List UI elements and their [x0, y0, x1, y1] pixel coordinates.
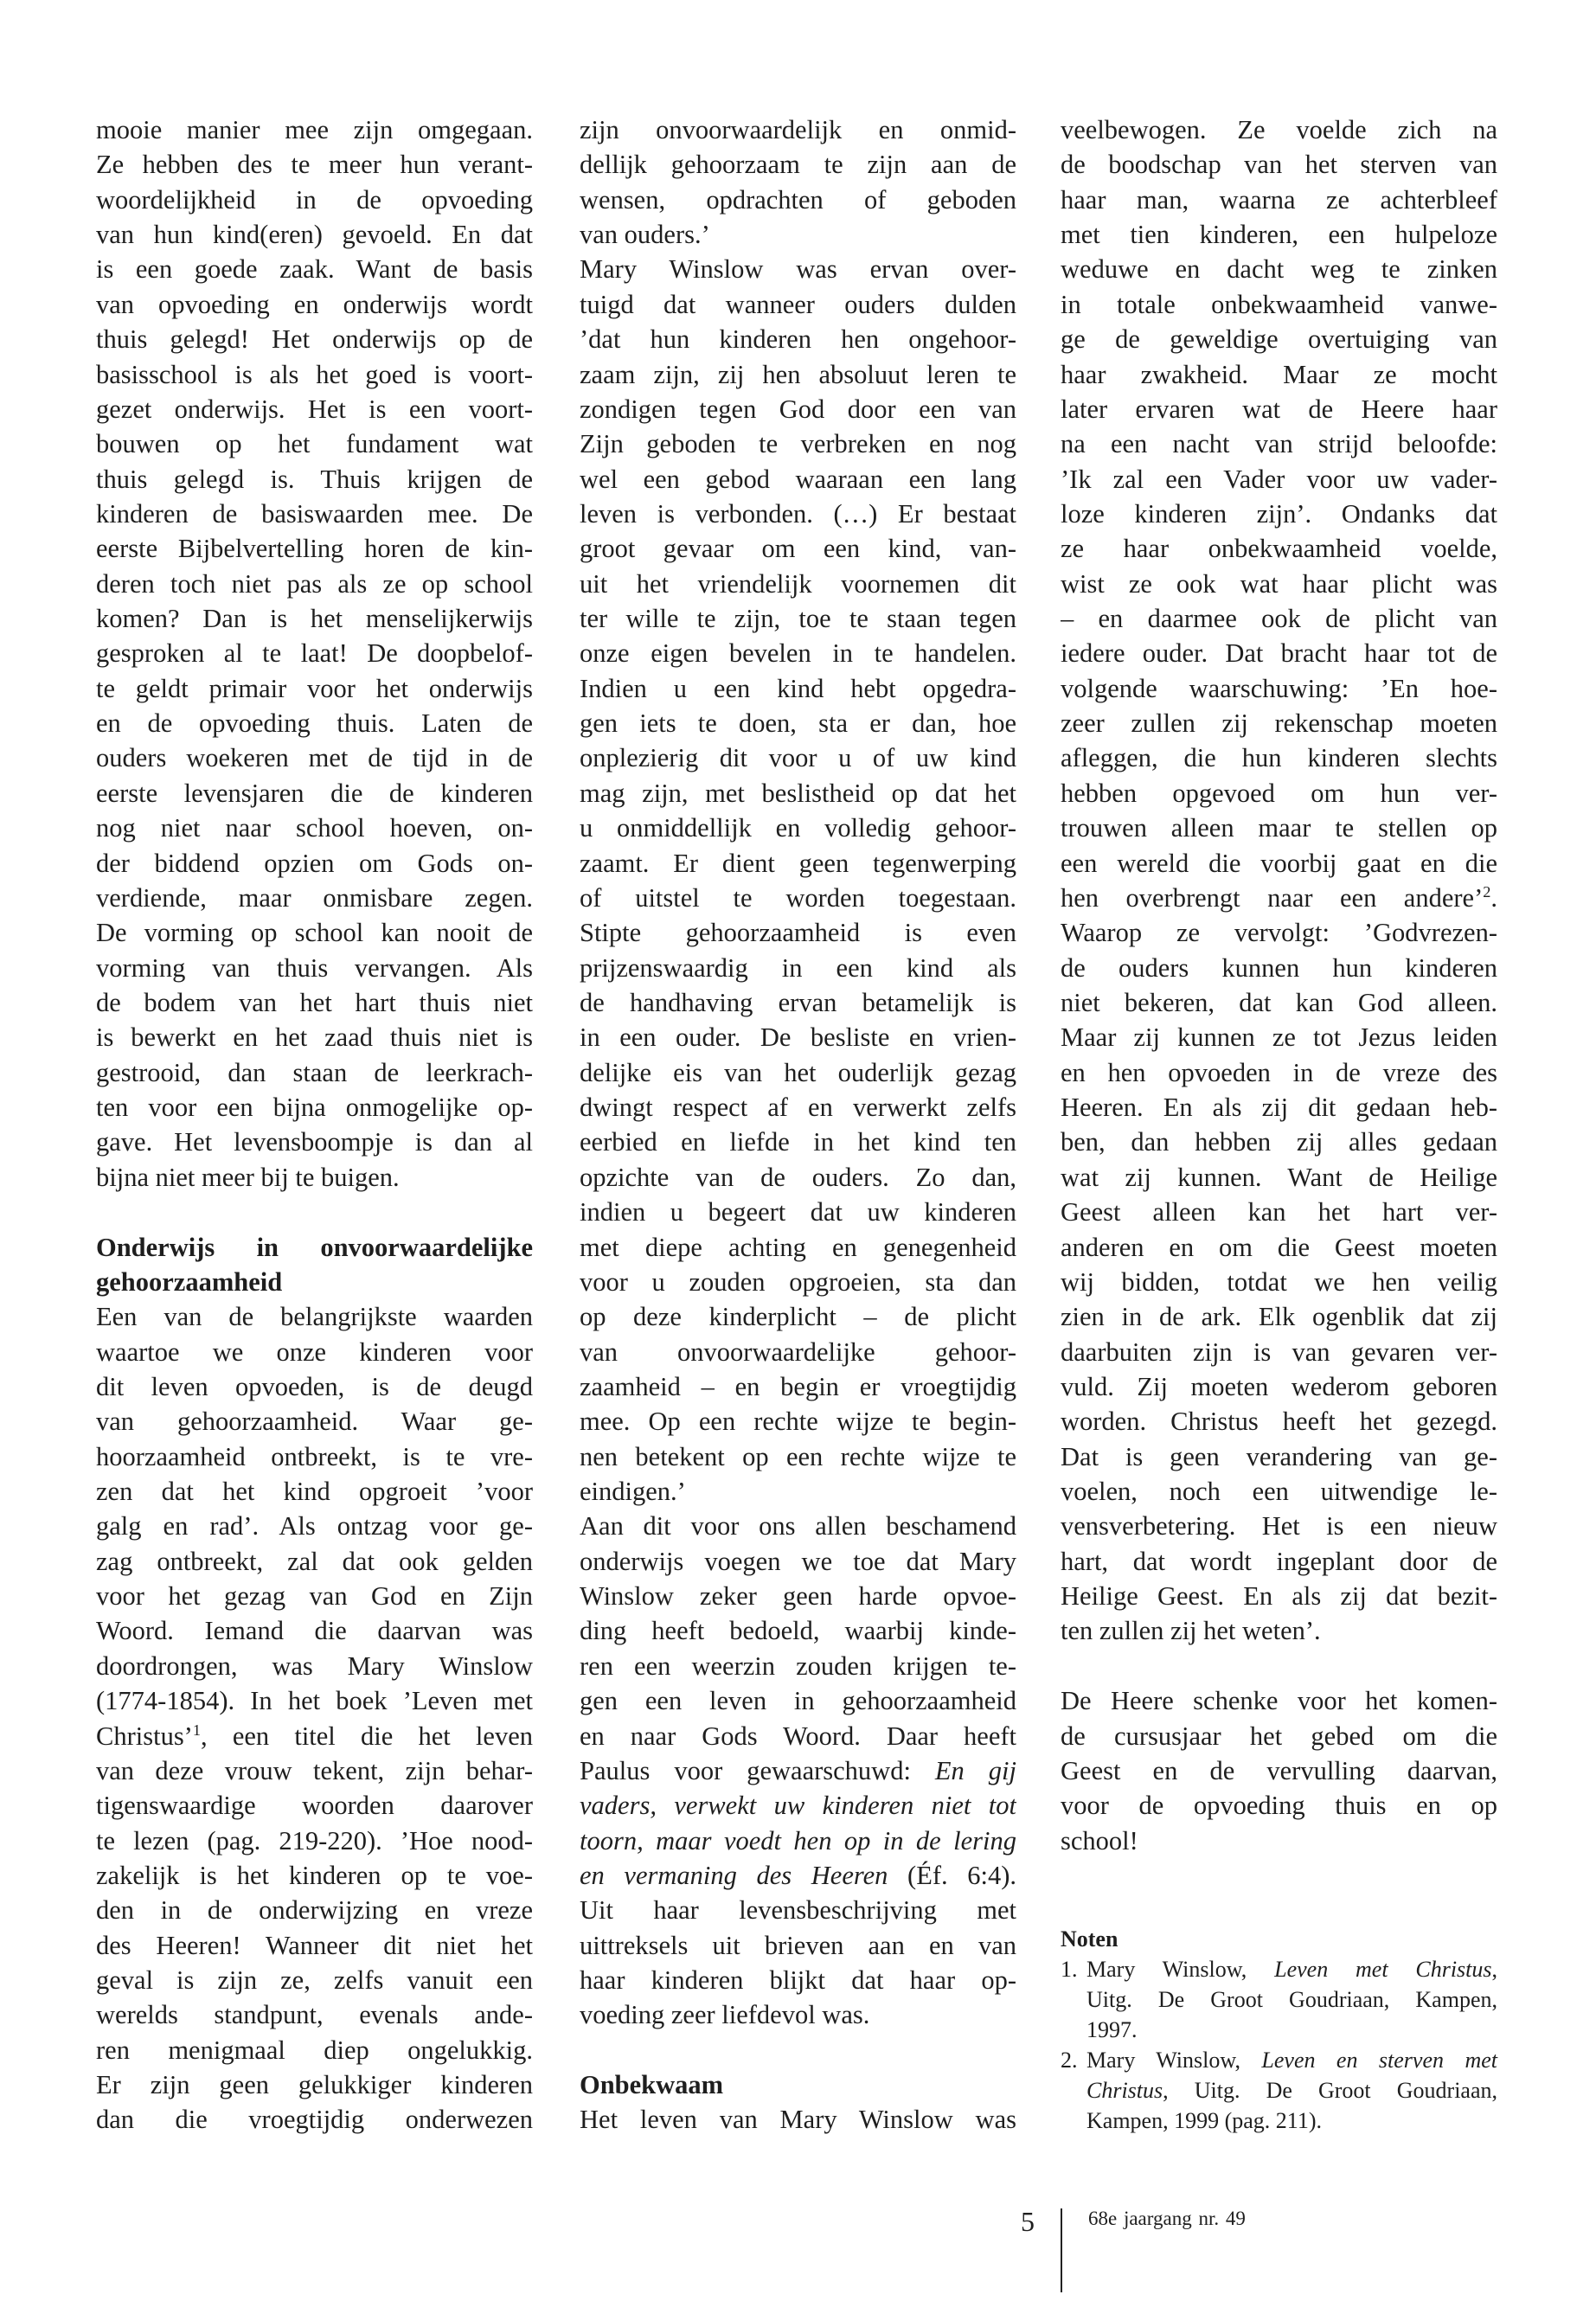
text-line: zien in de ark. Elk ogenblik dat zij [1061, 1302, 1497, 1332]
text-line: de boodschap van het sterven van [1061, 150, 1497, 180]
text-line: Ze hebben des te meer hun verant- [96, 150, 533, 180]
footnote-number: 2. [1061, 2048, 1078, 2073]
text-line: hart, dat wordt ingeplant door de [1061, 1546, 1497, 1576]
footer-divider [1061, 2208, 1062, 2292]
text-line: haar kinderen blijkt dat haar op- [580, 1965, 1016, 1996]
text-line: mag zijn, met beslistheid op dat het [580, 778, 1016, 808]
footnote-number: 1. [1061, 1957, 1078, 1982]
text-line: onplezierig dit voor u of uw kind [580, 743, 1016, 773]
footnote-line [1086, 2075, 1497, 2106]
text-line: hebben opgevoed om hun ver- [1061, 778, 1497, 808]
text-line: dan die vroegtijdig onderwezen [96, 2105, 533, 2135]
text-line: Maar zij kunnen ze tot Jezus leiden [1061, 1022, 1497, 1053]
text-line: waartoe we onze kinderen voor [96, 1336, 533, 1367]
text-line: zen dat het kind opgroeit ’voor [96, 1477, 533, 1507]
text-line: onderwijs voegen we toe dat Mary [580, 1546, 1016, 1576]
text-line: daarbuiten zijn is van gevaren ver- [1061, 1336, 1497, 1367]
text-line: mee. Op een rechte wijze te begin- [580, 1407, 1016, 1437]
text-segment: Kampen, 1999 (pag. 211). [1086, 2108, 1322, 2133]
text-line: Waarop ze vervolgt: ’Godvrezen- [1061, 918, 1497, 948]
text-line: De Heere schenke voor het komen- [1061, 1686, 1497, 1716]
text-line: kinderen de basiswaarden mee. De [96, 498, 533, 529]
text-line: wij bidden, totdat we hen veilig [1061, 1266, 1497, 1297]
text-line: gave. Het levensboompje is dan al [96, 1127, 533, 1157]
text-line: thuis gelegd is. Thuis krijgen de [96, 464, 533, 494]
text-line: zag ontbreekt, zal dat ook gelden [96, 1546, 533, 1576]
text-line: De vorming op school kan nooit de [96, 918, 533, 948]
text-line: hoorzaamheid ontbreekt, is te vre- [96, 1441, 533, 1471]
footnote-ref: 2 [1483, 882, 1491, 901]
text-line: tigenswaardige woorden daarover [96, 1791, 533, 1821]
text-line: zakelijk is het kinderen op te voe- [96, 1860, 533, 1890]
text-line: bouwen op het fundament wat [96, 429, 533, 459]
text-line: voor de opvoeding thuis en op [1061, 1791, 1497, 1821]
page-number: 5 [1021, 2206, 1035, 2237]
text-segment: hen overbrengt naar een andere’ [1061, 882, 1484, 913]
italic-text: vaders, verwekt uw kinderen niet tot [580, 1791, 1016, 1821]
text-line: van deze vrouw tekent, zijn behar- [96, 1755, 533, 1785]
text-segment: . [1490, 882, 1497, 913]
paragraph [580, 2102, 1016, 2137]
text-line: wensen, opdrachten of geboden [580, 184, 1016, 215]
text-line: gezet onderwijs. Het is een voort- [96, 394, 533, 424]
text-line: in totale onbekwaamheid vanwe- [1061, 289, 1497, 319]
text-line: eerbied en liefde in het kind ten [580, 1127, 1016, 1157]
text-line: Woord. Iemand die daarvan was [96, 1616, 533, 1646]
paragraph-gap [96, 1195, 533, 1229]
text-line: anderen en om die Geest moeten [1061, 1232, 1497, 1262]
text-line: afleggen, die hun kinderen slechts [1061, 743, 1497, 773]
text-line: deren toch niet pas als ze op school [96, 568, 533, 599]
section-heading [580, 2067, 1016, 2102]
text-line: dit leven opvoeden, is de deugd [96, 1371, 533, 1401]
text-line: gehoorzaamheid [96, 1266, 283, 1297]
text-line: de ouders kunnen hun kinderen [1061, 952, 1497, 983]
text-line: dellijk gehoorzaam te zijn aan de [580, 150, 1016, 180]
text-line: de handhaving ervan betamelijk is [580, 987, 1016, 1017]
text-line [96, 1719, 533, 1753]
text-segment: (Éf. 6:4). [888, 1860, 1016, 1890]
text-line: in een ouder. De besliste en vrien- [580, 1022, 1016, 1053]
italic-text: Leven en sterven met [1261, 2048, 1497, 2073]
text-line: zaamt. Er dient geen tegenwerping [580, 848, 1016, 878]
text-line: u onmiddellijk en volledig gehoor- [580, 813, 1016, 843]
text-line: is bewerkt en het zaad thuis niet is [96, 1022, 533, 1053]
text-line: ren menigmaal diep ongelukkig. [96, 2035, 533, 2065]
text-segment: Christus’ [96, 1721, 193, 1751]
text-line: komen? Dan is het menselijkerwijs [96, 604, 533, 634]
text-line [1061, 881, 1497, 915]
text-line: Stipte gehoorzaamheid is even [580, 918, 1016, 948]
text-line: leven is verbonden. (…) Er bestaat [580, 498, 1016, 529]
text-line: voor u zouden opgroeien, sta dan [580, 1266, 1016, 1297]
footnote-item [1061, 2045, 1497, 2136]
text-line: later ervaren wat de Heere haar [1061, 394, 1497, 424]
text-line: ren een weerzin zouden krijgen te- [580, 1650, 1016, 1681]
text-line: en hen opvoeden in de vreze des [1061, 1057, 1497, 1087]
text-segment: , een titel die het leven [200, 1721, 533, 1751]
footnote-item [1061, 1954, 1497, 2045]
text-line: ben, dan hebben zij alles gedaan [1061, 1127, 1497, 1157]
italic-text: en vermaning des Heeren [580, 1860, 888, 1890]
text-line: te geldt primair voor het onderwijs [96, 673, 533, 703]
text-line: galg en rad’. Als ontzag voor ge- [96, 1511, 533, 1541]
text-line: bijna niet meer bij te buigen. [96, 1162, 400, 1192]
footnote-line [1086, 1954, 1497, 1984]
text-line: prijzenswaardig in een kind als [580, 952, 1016, 983]
footnotes-title: Noten [1061, 1926, 1118, 1952]
footnote-line [1086, 1984, 1497, 2015]
paragraph [580, 1509, 1016, 2032]
text-line: Onbekwaam [580, 2070, 724, 2100]
text-line [580, 1858, 1016, 1893]
text-line: gen iets te doen, sta er dan, hoe [580, 708, 1016, 739]
text-line: des Heeren! Wanneer dit niet het [96, 1930, 533, 1960]
text-line: zaam zijn, zij hen absoluut leren te [580, 359, 1016, 389]
text-line: weduwe en dacht weg te zinken [1061, 254, 1497, 285]
section-heading [96, 1230, 533, 1300]
text-segment: Paulus voor gewaarschuwd: [580, 1755, 935, 1785]
text-line: ’Ik zal een Vader voor uw vader- [1061, 464, 1497, 494]
text-line: nen betekent op een rechte wijze te [580, 1441, 1016, 1471]
paragraph [580, 252, 1016, 1509]
paragraph [1061, 1683, 1497, 1858]
text-line: van onvoorwaardelijke gehoor- [580, 1336, 1016, 1367]
text-line: basisschool is als het goed is voort- [96, 359, 533, 389]
text-line: vensverbetering. Het is een nieuw [1061, 1511, 1497, 1541]
text-line: ’dat hun kinderen hen ongehoor- [580, 324, 1016, 355]
footnote-line [1086, 2045, 1497, 2075]
text-line: en de opvoeding thuis. Laten de [96, 708, 533, 739]
text-line: Zijn geboden te verbreken en nog [580, 429, 1016, 459]
text-line: van ouders.’ [580, 220, 710, 250]
text-line: volgende waarschuwing: ’En hoe- [1061, 673, 1497, 703]
text-line: den in de onderwijzing en vreze [96, 1895, 533, 1926]
text-line: wel een gebod waaraan een lang [580, 464, 1016, 494]
text-line: na een nacht van strijd beloofde: [1061, 429, 1497, 459]
text-line: indien u begeert dat uw kinderen [580, 1197, 1016, 1227]
text-line: Aan dit voor ons allen beschamend [580, 1511, 1016, 1541]
text-line: (1774-1854). In het boek ’Leven met [96, 1686, 533, 1716]
text-line: van gehoorzaamheid. Waar ge- [96, 1407, 533, 1437]
text-line: wist ze ook wat haar plicht was [1061, 568, 1497, 599]
text-line: zaamheid – en begin er vroegtijdig [580, 1371, 1016, 1401]
text-line: Winslow zeker geen harde opvoe- [580, 1581, 1016, 1612]
text-line: Geest alleen kan het hart ver- [1061, 1197, 1497, 1227]
text-line: ge de geweldige overtuiging van [1061, 324, 1497, 355]
text-line [580, 1788, 1016, 1823]
text-line: zeer zullen zij rekenschap moeten [1061, 708, 1497, 739]
text-line: iedere ouder. Dat bracht haar tot de [1061, 638, 1497, 669]
text-line: nog niet naar school hoeven, on- [96, 813, 533, 843]
text-line: der biddend opzien om Gods on- [96, 848, 533, 878]
text-line: trouwen alleen maar te stellen op [1061, 813, 1497, 843]
text-line: eerste levensjaren die de kinderen [96, 778, 533, 808]
footnotes [1061, 1924, 1497, 2136]
text-line [580, 1753, 1016, 1788]
paragraph [1061, 112, 1497, 1649]
text-line: of uitstel te worden toegestaan. [580, 882, 1016, 913]
issue-info: 68e jaargang nr. 49 [1088, 2208, 1246, 2229]
text-line: Uit haar levensbeschrijving met [580, 1895, 1016, 1926]
text-line: worden. Christus heeft het gezegd. [1061, 1407, 1497, 1437]
footnote-line [1086, 2015, 1497, 2045]
text-segment: Mary Winslow, [1086, 2048, 1262, 2073]
text-line: zijn onvoorwaardelijk en onmid- [580, 115, 1016, 144]
text-line: met diepe achting en genegenheid [580, 1232, 1016, 1262]
text-line: eerste Bijbelvertelling horen de kin- [96, 534, 533, 564]
italic-text: Leven met Christus [1274, 1957, 1492, 1982]
text-line: wat zij kunnen. Want de Heilige [1061, 1162, 1497, 1192]
text-line: onze eigen bevelen in te handelen. [580, 638, 1016, 669]
text-segment: 1997. [1086, 2017, 1138, 2042]
text-line: woordelijkheid in de opvoeding [96, 184, 533, 215]
paragraph [96, 112, 533, 1195]
footnote-ref: 1 [192, 1721, 201, 1739]
text-line: Onderwijs in onvoorwaardelijke [96, 1232, 533, 1262]
text-line: ze haar onbekwaamheid voelde, [1061, 534, 1497, 564]
paragraph-gap [1061, 1649, 1497, 1683]
text-line: groot gevaar om een kind, van- [580, 534, 1016, 564]
paragraph-gap [580, 2033, 1016, 2067]
text-segment: Mary Winslow, [1086, 1957, 1275, 1982]
text-line: Dat is geen verandering van ge- [1061, 1441, 1497, 1471]
text-line: met tien kinderen, een hulpeloze [1061, 220, 1497, 250]
text-line: gesproken al te laat! De doopbelof- [96, 638, 533, 669]
paragraph [96, 1299, 533, 2138]
italic-text: Christus [1086, 2078, 1163, 2103]
text-line [580, 1823, 1016, 1858]
text-line: loze kinderen zijn’. Ondanks dat [1061, 498, 1497, 529]
text-line: voeding zeer liefdevol was. [580, 2000, 870, 2030]
text-line: uittreksels uit brieven aan en van [580, 1930, 1016, 1960]
text-segment: , [1491, 1957, 1498, 1982]
text-column-1 [96, 112, 533, 2138]
text-line: tuigd dat wanneer ouders dulden [580, 289, 1016, 319]
text-line: gen een leven in gehoorzaamheid [580, 1686, 1016, 1716]
text-line: veelbewogen. Ze voelde zich na [1061, 115, 1497, 144]
footnote-line [1086, 2106, 1497, 2136]
text-line: werelds standpunt, evenals ande- [96, 2000, 533, 2030]
text-line: van hun kind(eren) gevoeld. En dat [96, 220, 533, 250]
text-line: van opvoeding en onderwijs wordt [96, 289, 533, 319]
text-line: op deze kinderplicht – de plicht [580, 1302, 1016, 1332]
text-line: Er zijn geen gelukkiger kinderen [96, 2070, 533, 2100]
text-line: doordrongen, was Mary Winslow [96, 1650, 533, 1681]
text-line: ding heeft bedoeld, waarbij kinde- [580, 1616, 1016, 1646]
text-line: Een van de belangrijkste waarden [96, 1302, 533, 1332]
text-line: – en daarmee ook de plicht van [1061, 604, 1497, 634]
text-line: ouders woekeren met de tijd in de [96, 743, 533, 773]
text-line: ten zullen zij het weten’. [1061, 1616, 1321, 1646]
text-line: voelen, noch een uitwendige le- [1061, 1477, 1497, 1507]
text-line: delijke eis van het ouderlijk gezag [580, 1057, 1016, 1087]
text-line: school! [1061, 1825, 1138, 1856]
text-line: vuld. Zij moeten wederom geboren [1061, 1371, 1497, 1401]
text-line: vorming van thuis vervangen. Als [96, 952, 533, 983]
text-line: een wereld die voorbij gaat en die [1061, 848, 1497, 878]
text-line: niet bekeren, dat kan God alleen. [1061, 987, 1497, 1017]
text-line: haar zwakheid. Maar ze mocht [1061, 359, 1497, 389]
text-line: Heeren. En als zij dit gedaan heb- [1061, 1093, 1497, 1123]
text-line: voor het gezag van God en Zijn [96, 1581, 533, 1612]
text-line: Heilige Geest. En als zij dat bezit- [1061, 1581, 1497, 1612]
text-column-3 [1061, 112, 1497, 1858]
text-line: dwingt respect af en verwerkt zelfs [580, 1093, 1016, 1123]
text-line: is een goede zaak. Want de basis [96, 254, 533, 285]
text-line: Mary Winslow was ervan over- [580, 254, 1016, 285]
text-line: te lezen (pag. 219-220). ’Hoe nood- [96, 1825, 533, 1856]
text-line: eindigen.’ [580, 1477, 686, 1507]
text-line: haar man, waarna ze achterbleef [1061, 184, 1497, 215]
text-line: zondigen tegen God door een van [580, 394, 1016, 424]
text-line: opzichte van de ouders. Zo dan, [580, 1162, 1016, 1192]
text-line: ter wille te zijn, toe te staan tegen [580, 604, 1016, 634]
text-line: gestrooid, dan staan de leerkrach- [96, 1057, 533, 1087]
text-segment: Uitg. De Groot Goudriaan, Kampen, [1086, 1987, 1497, 2012]
text-column-2 [580, 112, 1016, 2138]
text-line: Indien u een kind hebt opgedra- [580, 673, 1016, 703]
text-line: thuis gelegd! Het onderwijs op de [96, 324, 533, 355]
text-line: Het leven van Mary Winslow was [580, 2105, 1016, 2135]
italic-text: En gij [934, 1755, 1016, 1785]
text-line: de cursusjaar het gebed om die [1061, 1721, 1497, 1751]
text-line: uit het vriendelijk voornemen dit [580, 568, 1016, 599]
text-line: en naar Gods Woord. Daar heeft [580, 1721, 1016, 1751]
text-line: ten voor een bijna onmogelijke op- [96, 1093, 533, 1123]
text-line: geval is zijn ze, zelfs vanuit een [96, 1965, 533, 1996]
paragraph [580, 112, 1016, 252]
text-line: Geest en de vervulling daarvan, [1061, 1755, 1497, 1785]
italic-text: toorn, maar voedt hen op in de lering [580, 1825, 1016, 1856]
text-line: mooie manier mee zijn omgegaan. [96, 115, 533, 144]
text-line: verdiende, maar onmisbare zegen. [96, 882, 533, 913]
text-line: de bodem van het hart thuis niet [96, 987, 533, 1017]
text-segment: , Uitg. De Groot Goudriaan, [1163, 2078, 1497, 2103]
